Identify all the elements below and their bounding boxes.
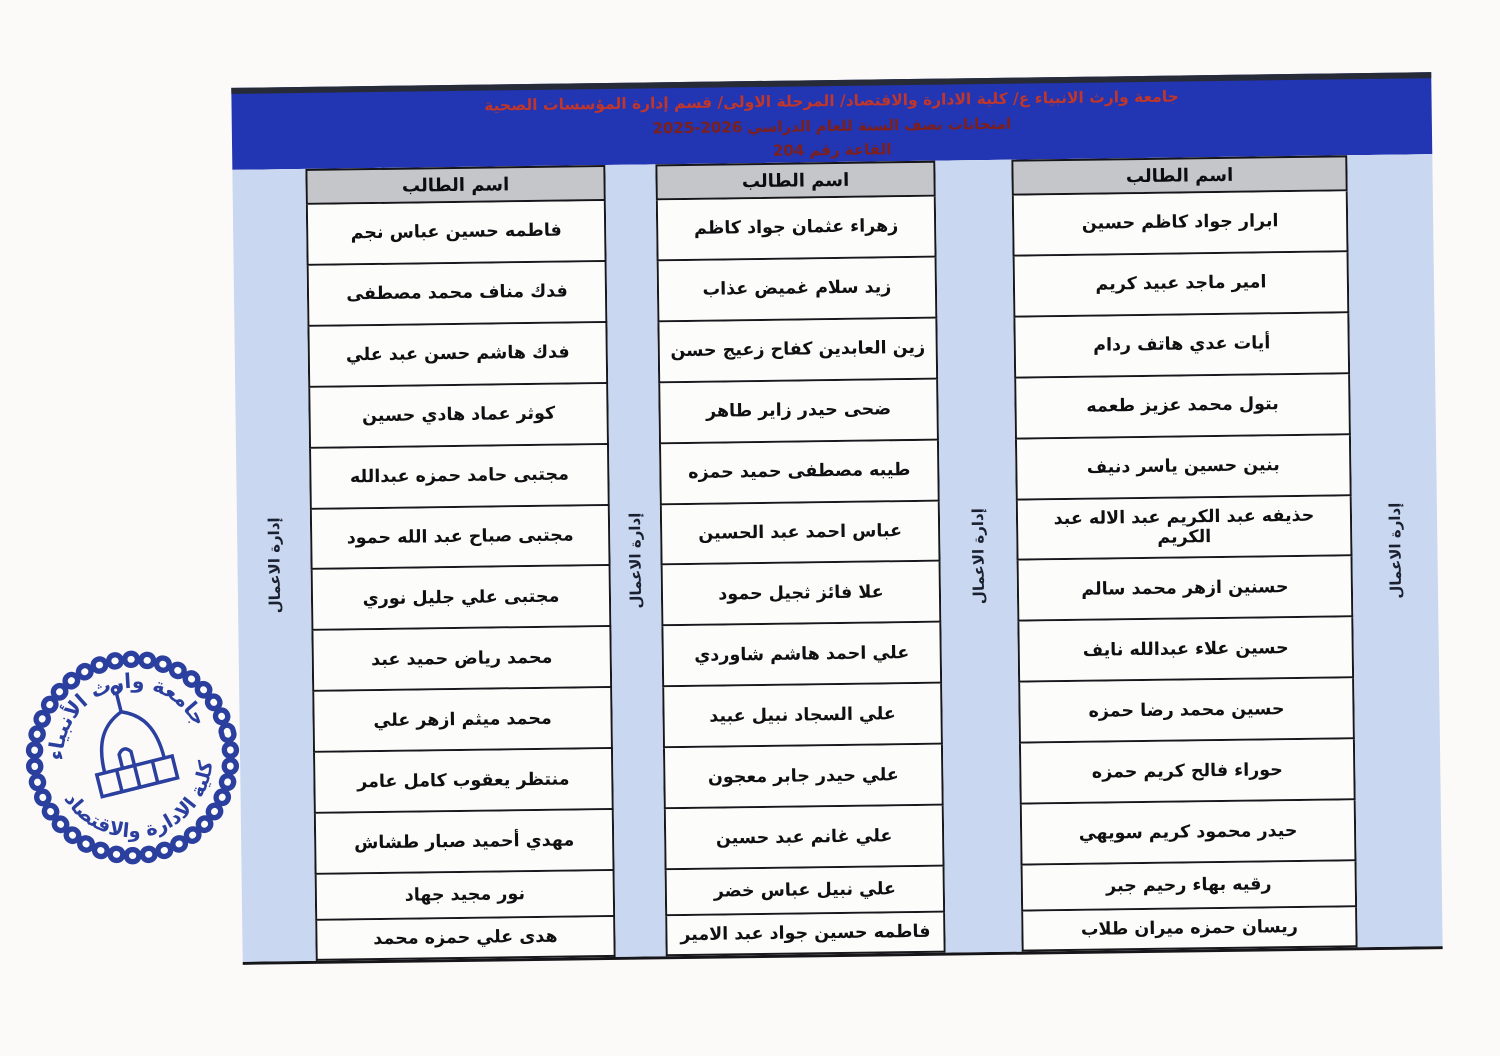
student-name-cell: فاطمه حسين عباس نجم <box>306 201 607 266</box>
student-name-cell: حسين علاء عبدالله نايف <box>1017 618 1354 683</box>
student-name-cell: أيات عدي هاتف ردام <box>1013 313 1350 378</box>
department-strip-mid-right <box>935 160 1021 953</box>
student-name-cell: بنين حسين ياسر دنيف <box>1015 435 1352 500</box>
student-name-cell: امير ماجد عبيد كريم <box>1013 252 1350 317</box>
student-name-cell: محمد ميثم ازهر علي <box>312 688 613 753</box>
column-header-student-name: اسم الطالب <box>1011 155 1347 195</box>
university-seal <box>0 621 269 894</box>
student-name-cell: حذيفه عبد الكريم عبد الاله عبد الكريم <box>1016 496 1353 561</box>
department-vertical-label: إدارة الاعمال <box>264 517 284 614</box>
student-name-cell: حسنين ازهر محمد سالم <box>1017 557 1354 622</box>
student-name-cell: كوثر عماد هادي حسين <box>308 384 609 449</box>
department-vertical-label: إدارة الاعمال <box>1385 502 1405 599</box>
seal-bottom-text: كلية الادارة والاقتصاد <box>59 759 218 843</box>
student-column-right <box>1011 155 1357 951</box>
column-header-student-name: اسم الطالب <box>655 161 935 201</box>
student-name-cell: فدك مناف محمد مصطفى <box>307 262 608 327</box>
student-name-cell: بتول محمد عزيز طعمه <box>1014 374 1351 439</box>
student-name-cell: علي حيدر جابر معجون <box>663 745 944 810</box>
seating-table <box>232 154 1442 965</box>
student-name-cell: ريسان حمزه ميران طلاب <box>1021 907 1357 951</box>
exam-header-banner <box>231 72 1432 170</box>
student-name-cell: طيبه مصطفى حميد حمزه <box>659 440 940 505</box>
student-name-cell: فاطمه حسين جواد عبد الامير <box>665 913 945 957</box>
student-name-cell: حسين محمد رضا حمزه <box>1018 678 1355 743</box>
student-name-cell: مجتبى صباح عبد الله حمود <box>310 506 611 571</box>
student-name-cell: مجتبى حامد حمزه عبدالله <box>309 445 610 510</box>
student-name-cell: علي غانم عبد حسين <box>664 806 945 871</box>
student-name-cell: زين العابدين كفاح زعيج حسن <box>657 318 938 383</box>
seal-top-text: جامعة وارث الأنبياء <box>43 668 212 761</box>
student-name-cell: رقيه بهاء رحيم جبر <box>1021 861 1358 911</box>
banner-line-university: جامعة وارث الانبياء ع/ كلية الادارة والاقتصاد/ المرحلة الاولى/ قسم إدارة المؤسسات الصحية <box>484 87 1179 115</box>
student-name-cell: مجتبى علي جليل نوري <box>311 566 612 631</box>
student-name-cell: ضحى حيدر زاير طاهر <box>658 379 939 444</box>
student-name-cell: عباس احمد عبد الحسين <box>660 501 941 566</box>
student-name-cell: علي نبيل عباس خضر <box>665 867 946 917</box>
banner-line-exam-session: امتحانات نصف السنة للعام الدراسي 2026-2025 <box>652 114 1012 138</box>
column-header-student-name: اسم الطالب <box>305 165 605 205</box>
student-name-cell: حوراء فالح كريم حمزه <box>1019 739 1356 804</box>
university-seal-icon <box>0 621 269 894</box>
student-name-cell: فدك هاشم حسن عبد علي <box>307 323 608 388</box>
student-name-cell: منتظر يعقوب كامل عامر <box>313 749 614 814</box>
student-column-left <box>305 165 615 961</box>
student-name-cell: علا فائز ثجيل حمود <box>661 562 942 627</box>
student-name-cell: هدى علي حمزه محمد <box>315 917 615 961</box>
student-name-cell: ابرار جواد كاظم حسين <box>1012 191 1349 256</box>
student-name-cell: حيدر محمود كريم سويهي <box>1020 800 1357 865</box>
department-vertical-label: إدارة الاعمال <box>625 512 646 609</box>
student-name-cell: نور مجيد جهاد <box>315 871 616 921</box>
student-name-cell: علي السجاد نبيل عبيد <box>662 684 943 749</box>
student-name-cell: مهدي أحميد صبار طشاش <box>314 810 615 875</box>
department-strip-mid-left <box>605 164 665 957</box>
student-column-middle <box>655 161 945 957</box>
department-vertical-label: إدارة الاعمال <box>968 508 989 605</box>
student-name-cell: علي احمد هاشم شاوردي <box>661 623 942 688</box>
student-name-cell: زيد سلام غميض عذاب <box>657 258 938 323</box>
banner-line-room-number: القاعة رقم 204 <box>772 140 892 160</box>
student-name-cell: زهراء عثمان جواد كاظم <box>656 197 937 262</box>
department-strip-far-right <box>1347 154 1442 947</box>
student-name-cell: محمد رياض حميد عبد <box>311 627 612 692</box>
scanned-sheet <box>231 72 1442 968</box>
